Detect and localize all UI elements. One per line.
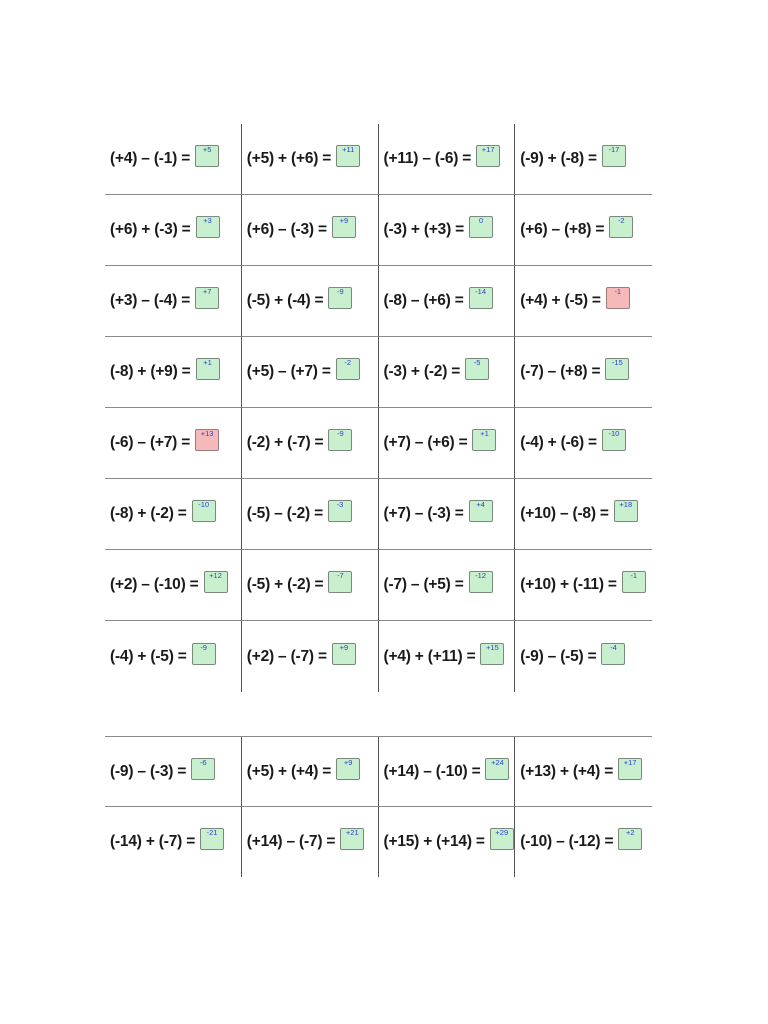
exercise-expression: (-5) – (-2) =	[246, 505, 323, 522]
exercise-cell	[379, 195, 516, 266]
answer-value: -2	[344, 358, 352, 367]
exercise-cell	[105, 408, 242, 479]
exercise-expression: (+6) – (-3) =	[246, 221, 327, 238]
answer-box-correct[interactable]	[480, 643, 504, 665]
exercise-expression: (+5) – (+7) =	[246, 363, 331, 380]
answer-box-correct[interactable]	[618, 828, 642, 850]
exercise-expression: (-9) – (-5) =	[520, 647, 597, 665]
answer-box-correct[interactable]	[472, 429, 496, 451]
answer-value: -14	[475, 287, 487, 296]
answer-value: +2	[626, 828, 635, 837]
answer-box-correct[interactable]	[332, 643, 356, 665]
answer-box-correct[interactable]	[332, 216, 356, 238]
answer-box-correct[interactable]	[195, 287, 219, 309]
exercise-expression: (-8) – (+6) =	[383, 292, 464, 309]
exercise-cell	[515, 550, 652, 621]
exercise-expression: (+3) – (-4) =	[110, 292, 191, 309]
exercise-cell	[379, 737, 516, 807]
exercise-cell	[515, 195, 652, 266]
exercise-cell	[105, 807, 242, 877]
answer-value: -21	[206, 828, 218, 837]
answer-value: +18	[619, 500, 633, 509]
answer-box-correct[interactable]	[469, 571, 493, 593]
answer-box-correct[interactable]	[469, 216, 493, 238]
answer-value: -3	[336, 500, 344, 509]
answer-box-correct[interactable]	[469, 287, 493, 309]
exercise-cell	[515, 408, 652, 479]
answer-box-correct[interactable]	[192, 500, 216, 522]
answer-box-correct[interactable]	[485, 758, 509, 780]
answer-value: +5	[202, 145, 212, 154]
answer-box-correct[interactable]	[336, 145, 360, 167]
answer-value: +9	[339, 216, 349, 225]
answer-value: -9	[200, 642, 207, 652]
exercise-expression: (-9) – (-3) =	[110, 762, 187, 780]
answer-value: -2	[617, 216, 625, 225]
exercise-cell	[242, 266, 379, 337]
exercise-expression: (+15) + (+14) =	[383, 833, 485, 850]
exercise-expression: (+5) + (+4) =	[246, 762, 332, 780]
answer-value: +1	[480, 429, 489, 438]
exercise-cell	[105, 737, 242, 807]
exercise-expression: (+10) + (-11) =	[520, 576, 617, 593]
answer-value: -6	[199, 757, 207, 767]
exercise-expression: (-7) – (+5) =	[383, 576, 464, 593]
exercise-expression: (+11) – (-6) =	[383, 150, 472, 167]
answer-box-correct[interactable]	[196, 358, 220, 380]
exercise-expression: (-9) + (-8) =	[520, 150, 597, 167]
answer-box-correct[interactable]	[614, 500, 638, 522]
exercise-expression: (-8) + (-2) =	[110, 505, 187, 522]
exercise-expression: (-3) + (+3) =	[383, 221, 465, 238]
answer-value: +15	[486, 642, 499, 652]
answer-value: +17	[481, 145, 495, 154]
exercise-expression: (+10) – (-8) =	[520, 505, 609, 522]
answer-box-incorrect[interactable]	[606, 287, 630, 309]
exercise-cell	[379, 621, 516, 692]
exercise-expression: (+2) – (-10) =	[110, 576, 199, 593]
exercise-cell	[379, 807, 516, 877]
exercise-cell	[379, 266, 516, 337]
exercise-expression: (+4) – (-1) =	[110, 150, 191, 167]
exercise-cell	[515, 124, 652, 195]
exercise-cell	[105, 124, 242, 195]
answer-box-correct[interactable]	[192, 643, 216, 665]
answer-box-correct[interactable]	[469, 500, 493, 522]
exercise-expression: (+13) + (+4) =	[520, 762, 614, 780]
exercise-expression: (+5) + (+6) =	[246, 150, 332, 167]
exercise-expression: (-8) + (+9) =	[110, 363, 191, 380]
answer-box-correct[interactable]	[204, 571, 228, 593]
answer-box-correct[interactable]	[602, 145, 626, 167]
answer-box-correct[interactable]	[328, 429, 352, 451]
answer-box-correct[interactable]	[340, 828, 364, 850]
answer-box-correct[interactable]	[605, 358, 629, 380]
exercise-expression: (-4) + (-5) =	[110, 647, 187, 665]
exercise-grid-main	[105, 124, 652, 692]
exercise-expression: (-10) – (-12) =	[520, 833, 614, 850]
exercise-expression: (-14) + (-7) =	[110, 833, 196, 850]
exercise-cell	[242, 124, 379, 195]
exercise-cell	[515, 737, 652, 807]
exercise-expression: (-5) + (-2) =	[246, 576, 324, 593]
answer-box-correct[interactable]	[328, 571, 352, 593]
exercise-expression: (-7) – (+8) =	[520, 363, 601, 380]
exercise-cell	[242, 195, 379, 266]
exercise-cell	[379, 550, 516, 621]
answer-box-correct[interactable]	[195, 145, 219, 167]
exercise-cell	[515, 621, 652, 692]
answer-box-correct[interactable]	[601, 643, 625, 665]
exercise-cell	[242, 621, 379, 692]
answer-value: +7	[202, 287, 212, 296]
exercise-grid-extra	[105, 736, 652, 877]
exercise-expression: (+7) – (+6) =	[383, 434, 468, 451]
answer-value: +12	[209, 571, 222, 580]
answer-value: +21	[345, 828, 359, 837]
answer-box-incorrect[interactable]	[195, 429, 219, 451]
answer-value: +9	[343, 757, 353, 767]
exercise-cell	[515, 807, 652, 877]
answer-value: -7	[337, 571, 344, 580]
answer-value: +13	[200, 429, 214, 438]
exercise-cell	[242, 408, 379, 479]
exercise-cell	[379, 479, 516, 550]
exercise-expression: (+2) – (-7) =	[246, 647, 327, 665]
answer-value: +24	[491, 757, 504, 767]
exercise-cell	[105, 266, 242, 337]
answer-value: 0	[478, 216, 484, 225]
exercise-expression: (+4) + (+11) =	[383, 647, 476, 665]
exercise-expression: (+7) – (-3) =	[383, 505, 464, 522]
exercise-cell	[379, 337, 516, 408]
exercise-cell	[105, 337, 242, 408]
answer-box-correct[interactable]	[490, 828, 514, 850]
exercise-cell	[105, 195, 242, 266]
exercise-cell	[515, 337, 652, 408]
answer-box-correct[interactable]	[609, 216, 633, 238]
exercise-cell	[515, 266, 652, 337]
exercise-cell	[242, 550, 379, 621]
exercise-cell	[105, 550, 242, 621]
exercise-cell	[242, 807, 379, 877]
answer-value: -12	[475, 571, 487, 580]
answer-value: +4	[476, 500, 485, 509]
answer-box-correct[interactable]	[336, 758, 360, 780]
exercise-cell	[379, 124, 516, 195]
answer-value: +1	[203, 358, 212, 367]
answer-value: -9	[337, 287, 344, 296]
exercise-expression: (+6) – (+8) =	[520, 221, 605, 238]
answer-value: -5	[473, 358, 481, 367]
answer-value: -15	[611, 358, 623, 367]
answer-box-correct[interactable]	[602, 429, 626, 451]
answer-box-correct[interactable]	[196, 216, 220, 238]
exercise-cell	[105, 479, 242, 550]
answer-box-correct[interactable]	[465, 358, 489, 380]
exercise-expression: (-2) + (-7) =	[246, 434, 324, 451]
exercise-expression: (+6) + (-3) =	[110, 221, 191, 238]
exercise-cell	[105, 621, 242, 692]
exercise-expression: (+14) – (-10) =	[383, 762, 481, 780]
answer-value: -1	[614, 287, 622, 296]
answer-box-correct[interactable]	[200, 828, 224, 850]
answer-value: +3	[203, 216, 212, 225]
exercise-expression: (-6) – (+7) =	[110, 434, 191, 451]
answer-box-correct[interactable]	[191, 758, 215, 780]
exercise-expression: (+4) + (-5) =	[520, 292, 601, 309]
exercise-cell	[515, 479, 652, 550]
answer-value: -10	[198, 500, 210, 509]
exercise-cell	[242, 479, 379, 550]
exercise-expression: (-3) + (-2) =	[383, 363, 461, 380]
answer-box-correct[interactable]	[622, 571, 646, 593]
answer-value: -1	[630, 571, 638, 580]
exercise-cell	[242, 737, 379, 807]
answer-value: -4	[610, 642, 617, 652]
answer-value: +9	[339, 642, 349, 652]
answer-box-correct[interactable]	[328, 500, 352, 522]
answer-value: +11	[342, 145, 355, 154]
exercise-cell	[379, 408, 516, 479]
answer-box-correct[interactable]	[618, 758, 642, 780]
answer-value: -10	[608, 429, 620, 438]
exercise-expression: (-5) + (-4) =	[246, 292, 324, 309]
answer-value: +17	[623, 757, 637, 767]
answer-value: -9	[337, 429, 344, 438]
exercise-expression: (+14) – (-7) =	[246, 833, 336, 850]
answer-box-correct[interactable]	[336, 358, 360, 380]
answer-value: +29	[495, 828, 509, 837]
exercise-cell	[242, 337, 379, 408]
exercise-expression: (-4) + (-6) =	[520, 434, 597, 451]
answer-box-correct[interactable]	[476, 145, 500, 167]
answer-box-correct[interactable]	[328, 287, 352, 309]
answer-value: -17	[608, 145, 620, 154]
